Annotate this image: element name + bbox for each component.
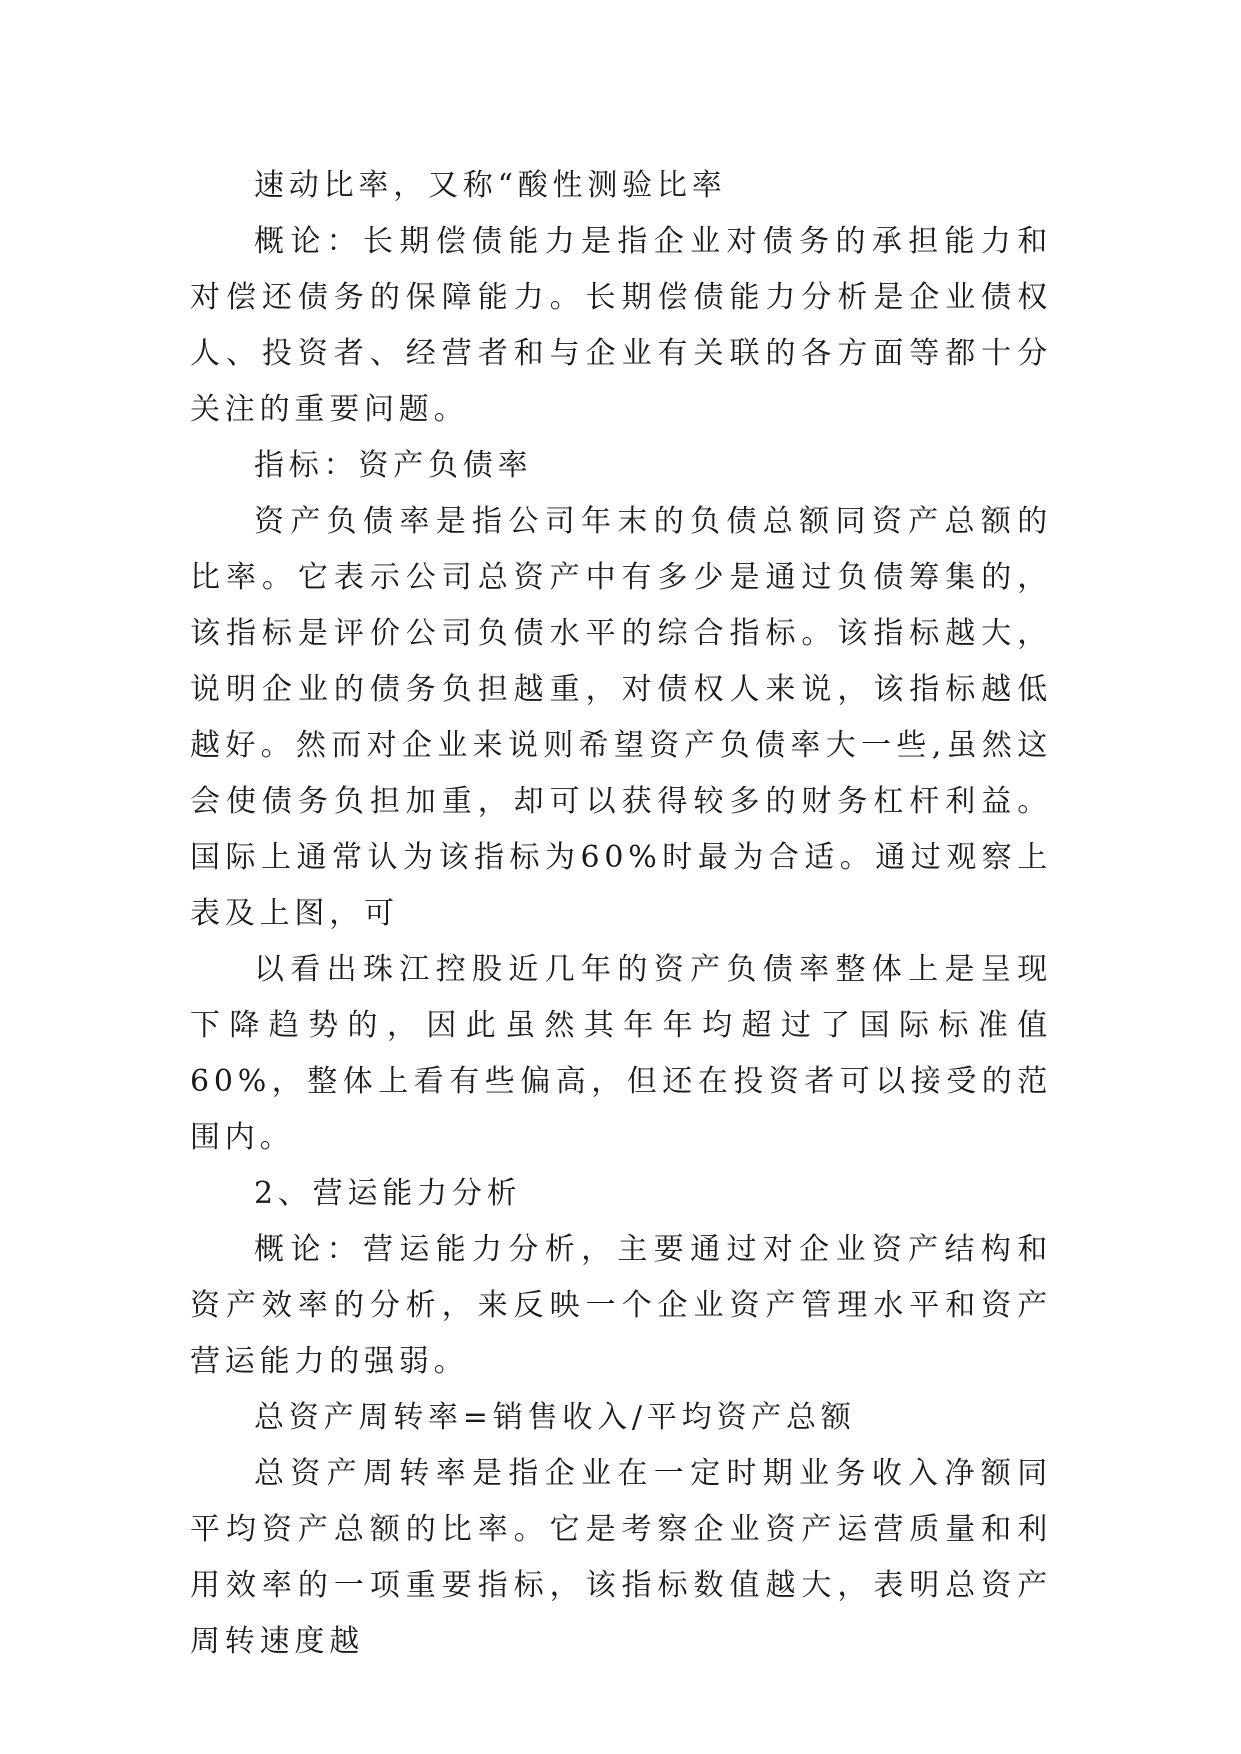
paragraph-indicator-debt-ratio: 指标：资产负债率 xyxy=(254,448,533,483)
paragraph-long-term-solvency-overview: 概论：长期偿债能力是指企业对债务的承担能力和对偿还债务的保障能力。长期偿债能力分析是企业债权人、投资者、经营者和与企业有关联的各方面等都十分关注的重要问题。 xyxy=(190,224,1052,427)
paragraph-debt-ratio-analysis: 以看出珠江控股近几年的资产负债率整体上是呈现下降趋势的，因此虽然其年年均超过了国际标准值 60%，整体上看有些偏高，但还在投资者可以接受的范围内。 xyxy=(190,952,1052,1155)
section-heading-operating-capacity: 2、营运能力分析 xyxy=(254,1176,522,1211)
document-body xyxy=(190,158,1052,1670)
paragraph-operating-capacity-overview: 概论：营运能力分析，主要通过对企业资产结构和资产效率的分析，来反映一个企业资产管理水平和资产营运能力的强弱。 xyxy=(190,1232,1052,1379)
paragraph-asset-turnover-definition: 总资产周转率是指企业在一定时期业务收入净额同平均资产总额的比率。它是考察企业资产运营质量和利用效率的一项重要指标，该指标数值越大，表明总资产周转速度越 xyxy=(190,1456,1052,1659)
paragraph-debt-ratio-definition: 资产负债率是指公司年末的负债总额同资产总额的比率。它表示公司总资产中有多少是通过负债筹集的，该指标是评价公司负债水平的综合指标。该指标越大，说明企业的债务负担越重，对债权人来说，该指标越低越好。然而对企业来说则希望资产负债率大一些,虽然这会使债务负担加重，却可以获得较多的财务杠杆利益。国际上通常认为该指标为60%时最为合适。通过观察上表及上图，可 xyxy=(190,504,1052,931)
paragraph-quick-ratio-title: 速动比率，又称“酸性测验比率 xyxy=(254,168,727,203)
paragraph-asset-turnover-formula: 总资产周转率=销售收入/平均资产总额 xyxy=(254,1400,856,1435)
